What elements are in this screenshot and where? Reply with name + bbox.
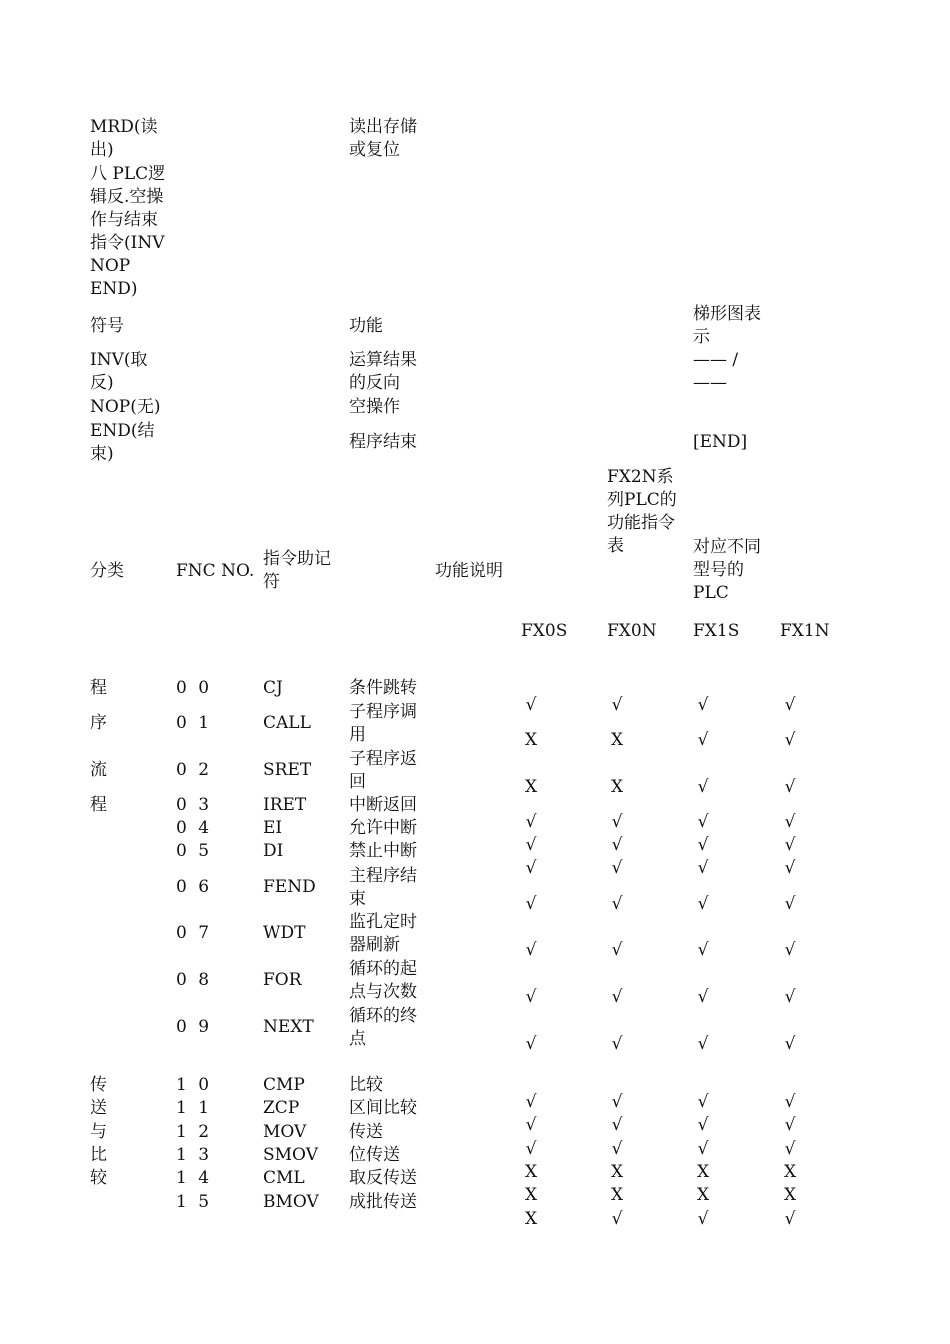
model-support-mark: √ xyxy=(611,858,623,878)
mnemonic: FOR xyxy=(263,970,302,990)
model-support-mark: X xyxy=(696,1185,710,1205)
symbol-header: 符号 xyxy=(90,316,124,336)
model-support-mark: X xyxy=(524,1209,538,1229)
mnemonic: DI xyxy=(263,841,284,861)
model-support-mark: X xyxy=(783,1162,797,1182)
function-description: 比较 xyxy=(349,1075,383,1095)
category-char: 与 xyxy=(90,1122,107,1142)
function-description: 子程序调用 xyxy=(349,702,417,745)
nop-function: 空操作 xyxy=(349,397,400,417)
fnc-number: 0 9 xyxy=(176,1017,213,1037)
model-support-mark: X xyxy=(524,777,538,797)
mrd-symbol: MRD(读出) xyxy=(90,117,158,160)
model-support-mark: √ xyxy=(697,1209,709,1229)
model-support-mark: √ xyxy=(784,894,796,914)
nop-symbol: NOP(无) xyxy=(90,397,161,417)
function-description: 取反传送 xyxy=(349,1168,417,1188)
model-support-mark: √ xyxy=(697,835,709,855)
function-description: 禁止中断 xyxy=(349,841,417,861)
mnemonic: MOV xyxy=(263,1122,307,1142)
ladder-header: 梯形图表示 xyxy=(693,304,761,347)
model-support-mark: √ xyxy=(525,858,537,878)
model-support-mark: √ xyxy=(784,1115,796,1135)
model-support-mark: X xyxy=(610,1185,624,1205)
model-support-mark: √ xyxy=(611,1139,623,1159)
fnc-number: 0 7 xyxy=(176,923,213,943)
inv-symbol: INV(取反) xyxy=(90,350,148,393)
mnemonic: CMP xyxy=(263,1075,305,1095)
model-support-mark: √ xyxy=(784,940,796,960)
model-support-mark: √ xyxy=(611,1209,623,1229)
mnemonic: CJ xyxy=(263,678,283,698)
model-support-mark: X xyxy=(696,1162,710,1182)
model-support-mark: √ xyxy=(697,1139,709,1159)
category-char: 序 xyxy=(90,713,107,733)
func-table-title: FX2N系列PLC的功能指令表 xyxy=(607,467,677,556)
mnemonic: CML xyxy=(263,1168,305,1188)
mrd-function: 读出存储或复位 xyxy=(349,117,417,160)
function-description: 位传送 xyxy=(349,1145,400,1165)
function-description: 主程序结束 xyxy=(349,866,417,909)
model-support-mark: √ xyxy=(611,940,623,960)
model-support-mark: √ xyxy=(525,1139,537,1159)
end-symbol: END(结束) xyxy=(90,421,155,464)
model-support-mark: √ xyxy=(697,812,709,832)
model-support-mark: √ xyxy=(697,1034,709,1054)
model-support-mark: √ xyxy=(525,987,537,1007)
section-title: 八 PLC逻辑反.空操作与结束指令(INV NOP END) xyxy=(90,164,166,299)
fnc-number: 0 6 xyxy=(176,877,213,897)
category-header: 分类 xyxy=(90,561,124,581)
model-support-mark: √ xyxy=(611,894,623,914)
model-support-mark: √ xyxy=(697,858,709,878)
model-support-mark: √ xyxy=(525,1034,537,1054)
model-support-mark: √ xyxy=(784,777,796,797)
model-support-mark: √ xyxy=(784,835,796,855)
fnc-number: 0 2 xyxy=(176,760,213,780)
model-header-fx0s: FX0S xyxy=(521,621,568,641)
model-support-mark: X xyxy=(610,730,624,750)
category-char: 程 xyxy=(90,678,107,698)
model-support-mark: √ xyxy=(697,777,709,797)
model-header-fx0n: FX0N xyxy=(607,621,657,641)
fnc-number: 1 1 xyxy=(176,1098,213,1118)
model-support-mark: √ xyxy=(611,1034,623,1054)
function-header: 功能 xyxy=(349,316,383,336)
model-support-mark: √ xyxy=(697,695,709,715)
function-description: 循环的起点与次数 xyxy=(349,959,417,1002)
model-support-mark: √ xyxy=(525,894,537,914)
model-support-mark: √ xyxy=(611,835,623,855)
model-support-mark: √ xyxy=(611,812,623,832)
model-support-mark: √ xyxy=(611,1115,623,1135)
model-support-mark: √ xyxy=(784,1034,796,1054)
fnc-number: 1 5 xyxy=(176,1192,213,1212)
models-group-header: 对应不同型号的PLC xyxy=(693,537,761,603)
model-header-fx1s: FX1S xyxy=(693,621,740,641)
fnc-number: 0 1 xyxy=(176,713,213,733)
model-support-mark: √ xyxy=(525,812,537,832)
model-support-mark: √ xyxy=(784,812,796,832)
end-function: 程序结束 xyxy=(349,432,417,452)
model-support-mark: √ xyxy=(611,1092,623,1112)
fnc-number: 1 0 xyxy=(176,1075,213,1095)
model-support-mark: √ xyxy=(784,1092,796,1112)
fnc-number: 0 8 xyxy=(176,970,213,990)
model-support-mark: X xyxy=(610,777,624,797)
function-description: 中断返回 xyxy=(349,795,417,815)
fnc-number: 0 3 xyxy=(176,795,213,815)
model-support-mark: √ xyxy=(611,987,623,1007)
model-support-mark: X xyxy=(524,1162,538,1182)
category-char: 送 xyxy=(90,1098,107,1118)
fnc-number: 1 2 xyxy=(176,1122,213,1142)
category-char: 比 xyxy=(90,1145,107,1165)
function-description: 传送 xyxy=(349,1122,383,1142)
model-support-mark: √ xyxy=(525,1115,537,1135)
fnc-number: 1 3 xyxy=(176,1145,213,1165)
model-support-mark: √ xyxy=(697,1092,709,1112)
model-support-mark: √ xyxy=(525,940,537,960)
end-ladder: [END] xyxy=(693,432,748,452)
model-support-mark: √ xyxy=(697,940,709,960)
fnc-number: 0 5 xyxy=(176,841,213,861)
category-char: 较 xyxy=(90,1168,107,1188)
model-support-mark: X xyxy=(610,1162,624,1182)
mnemonic: WDT xyxy=(263,923,306,943)
model-header-fx1n: FX1N xyxy=(780,621,830,641)
model-support-mark: √ xyxy=(784,730,796,750)
mnemonic: ZCP xyxy=(263,1098,300,1118)
function-description: 子程序返回 xyxy=(349,749,417,792)
category-char: 程 xyxy=(90,795,107,815)
fnc-number: 1 4 xyxy=(176,1168,213,1188)
model-support-mark: √ xyxy=(784,987,796,1007)
mnemonic: NEXT xyxy=(263,1017,314,1037)
model-support-mark: √ xyxy=(697,1115,709,1135)
function-description: 条件跳转 xyxy=(349,678,417,698)
model-support-mark: √ xyxy=(784,1209,796,1229)
function-description: 监孔定时器刷新 xyxy=(349,912,417,955)
mnemonic: FEND xyxy=(263,877,316,897)
model-support-mark: √ xyxy=(697,987,709,1007)
model-support-mark: √ xyxy=(784,858,796,878)
fnc-no-header: FNC NO. xyxy=(176,561,255,581)
model-support-mark: √ xyxy=(784,695,796,715)
fnc-number: 0 0 xyxy=(176,678,213,698)
function-description: 循环的终点 xyxy=(349,1006,417,1049)
model-support-mark: √ xyxy=(525,835,537,855)
model-support-mark: √ xyxy=(784,1139,796,1159)
model-support-mark: √ xyxy=(525,695,537,715)
model-support-mark: √ xyxy=(611,695,623,715)
fnc-number: 0 4 xyxy=(176,818,213,838)
model-support-mark: √ xyxy=(525,1092,537,1112)
function-description: 允许中断 xyxy=(349,818,417,838)
model-support-mark: X xyxy=(524,1185,538,1205)
category-char: 传 xyxy=(90,1075,107,1095)
category-char: 流 xyxy=(90,760,107,780)
model-support-mark: √ xyxy=(697,894,709,914)
model-support-mark: X xyxy=(524,730,538,750)
mnemonic-header: 指令助记符 xyxy=(263,549,331,592)
model-support-mark: √ xyxy=(697,730,709,750)
mnemonic: SRET xyxy=(263,760,312,780)
inv-function: 运算结果的反向 xyxy=(349,350,417,393)
mnemonic: BMOV xyxy=(263,1192,319,1212)
inv-ladder: —— / —— xyxy=(693,350,739,393)
mnemonic: EI xyxy=(263,818,283,838)
function-description: 区间比较 xyxy=(349,1098,417,1118)
mnemonic: CALL xyxy=(263,713,311,733)
model-support-mark: X xyxy=(783,1185,797,1205)
description-header: 功能说明 xyxy=(435,561,503,581)
function-description: 成批传送 xyxy=(349,1192,417,1212)
mnemonic: SMOV xyxy=(263,1145,318,1165)
mnemonic: IRET xyxy=(263,795,307,815)
